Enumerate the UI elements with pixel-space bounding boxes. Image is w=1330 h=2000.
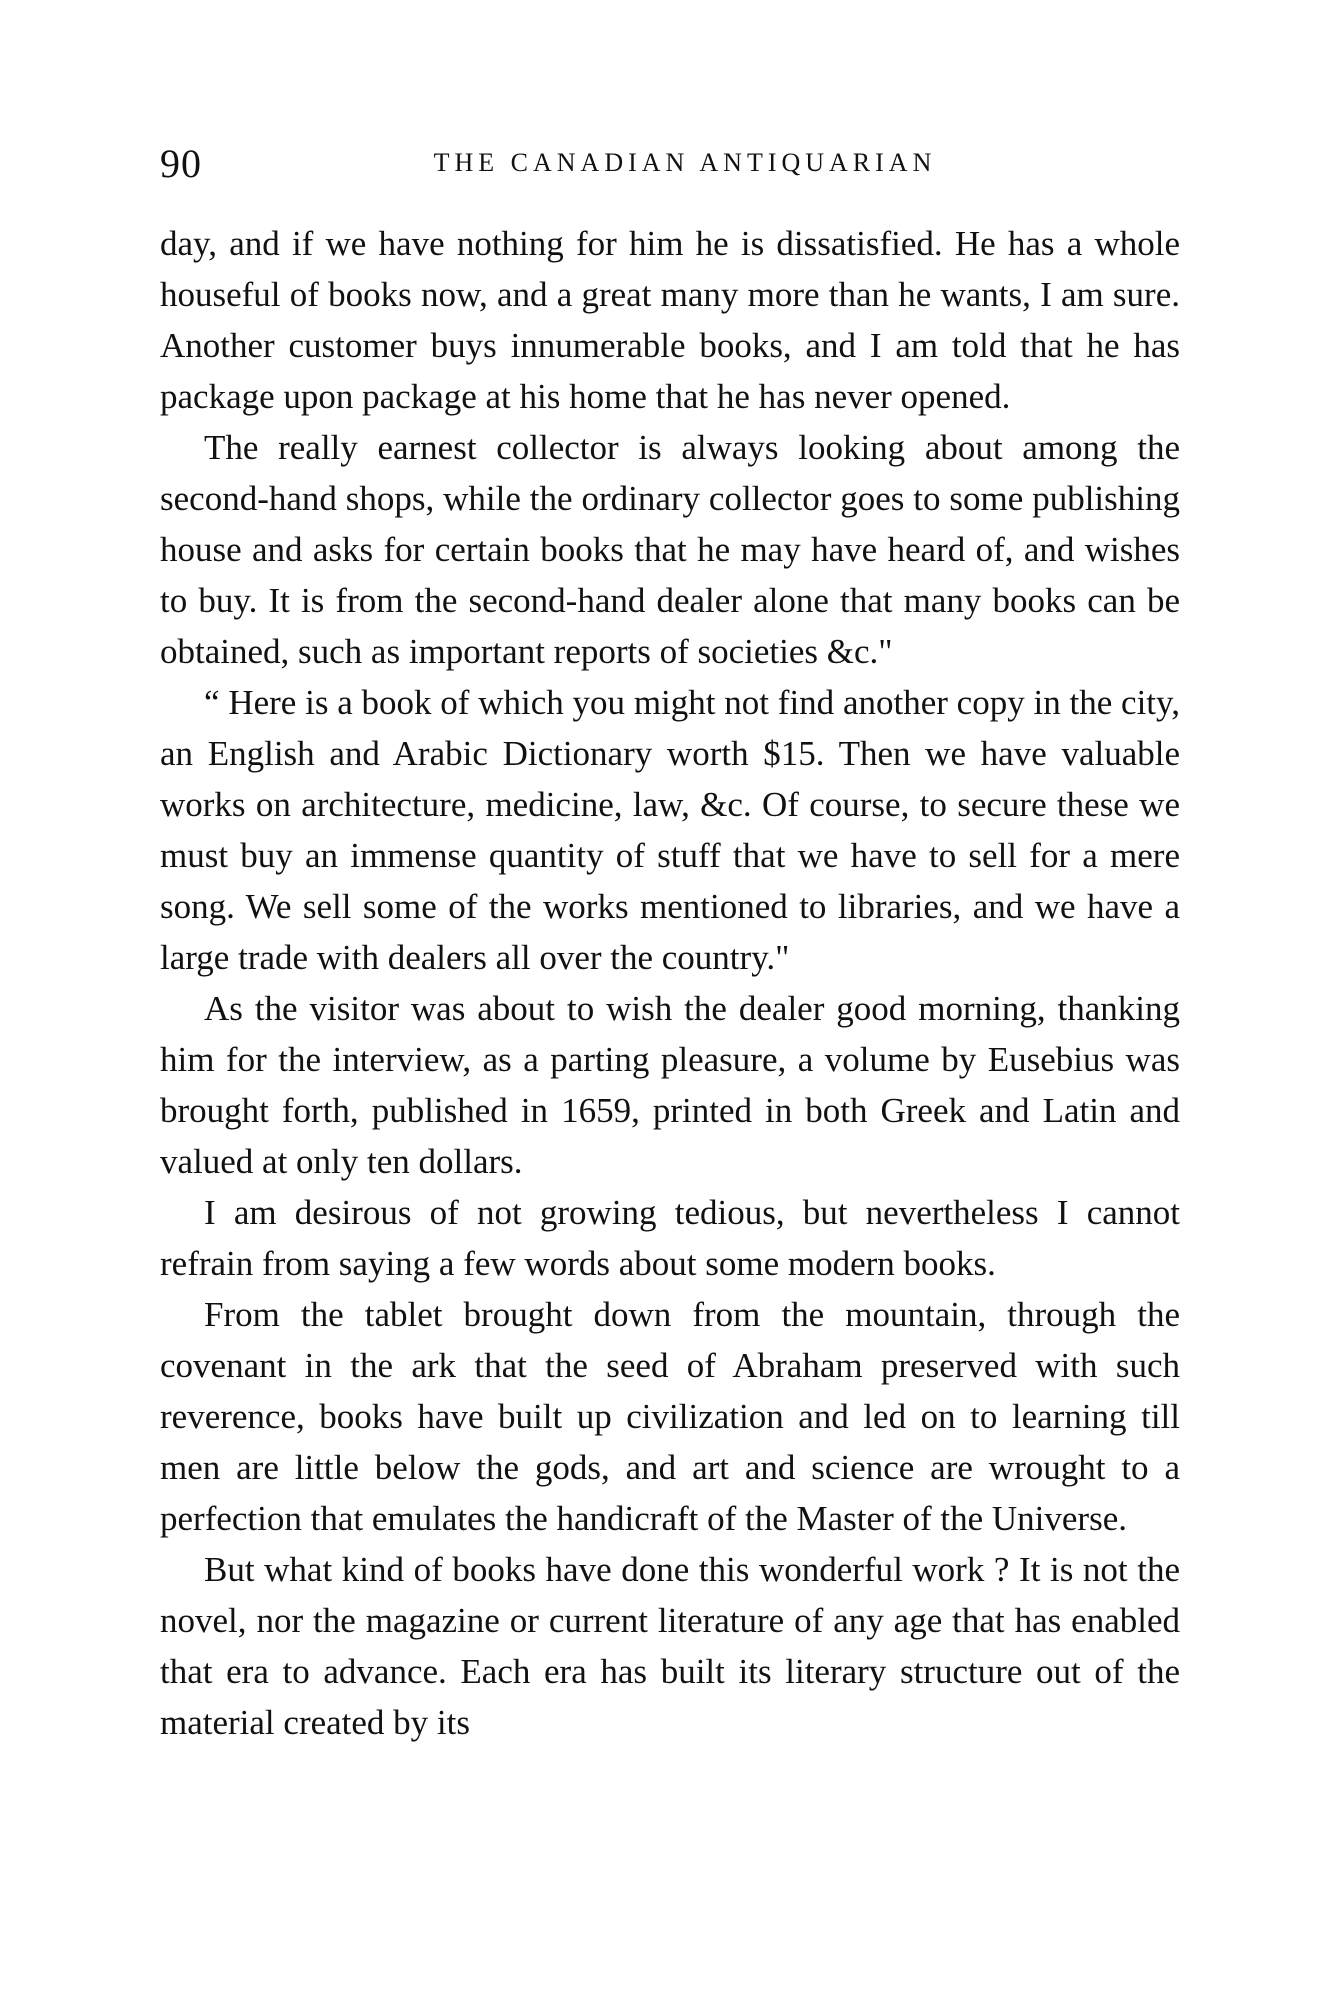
paragraph-dictionary: “ Here is a book of which you might not find another copy in the city, an English and Arabic Dictionary worth $15. Then we have valuable works on architecture, medicine, law, &c. Of course, to secure these we must buy an immense quantity of stuff that we have to sell for a mere song. We sell some of the works mentioned to libraries, and we have a large trade with dealers all over the country." <box>160 683 1180 977</box>
paragraph-continuation: day, and if we have nothing for him he is dissatisfied. He has a whole houseful of books now, and a great many more than he wants, I am sure. Another customer buys innumerable books, and I am told that he has package upon package at his home that he has never opened. <box>160 224 1180 416</box>
page-number: 90 <box>160 141 202 186</box>
body-text <box>160 218 1180 1748</box>
paragraph-collector: The really earnest collector is always looking about among the second-hand shops, while the ordinary collector goes to some publishing house and asks for certain books that he may have heard of, and wishes to buy. It is from the second-hand dealer alone that many books can be obtained, such as important reports of societies &c." <box>160 428 1180 671</box>
book-page <box>160 140 1180 1748</box>
running-head <box>160 140 1180 200</box>
paragraph-modern-books: I am desirous of not growing tedious, but nevertheless I cannot refrain from saying a few words about some modern books. <box>160 1193 1180 1283</box>
paragraph-eusebius: As the visitor was about to wish the dealer good morning, thanking him for the interview, as a parting pleasure, a volume by Eusebius was brought forth, published in 1659, printed in both Greek and Latin and valued at only ten dollars. <box>160 989 1180 1181</box>
paragraph-what-kind: But what kind of books have done this wonderful work ? It is not the novel, nor the magazine or current literature of any age that has enabled that era to advance. Each era has built its literary structure out of the material created by its <box>160 1550 1180 1742</box>
running-title: THE CANADIAN ANTIQUARIAN <box>433 148 937 177</box>
paragraph-civilization: From the tablet brought down from the mountain, through the covenant in the ark that the seed of Abraham preserved with such reverence, books have built up civilization and led on to learning till men are little below the gods, and art and science are wrought to a perfection that emulates the handicraft of the Master of the Universe. <box>160 1295 1180 1538</box>
